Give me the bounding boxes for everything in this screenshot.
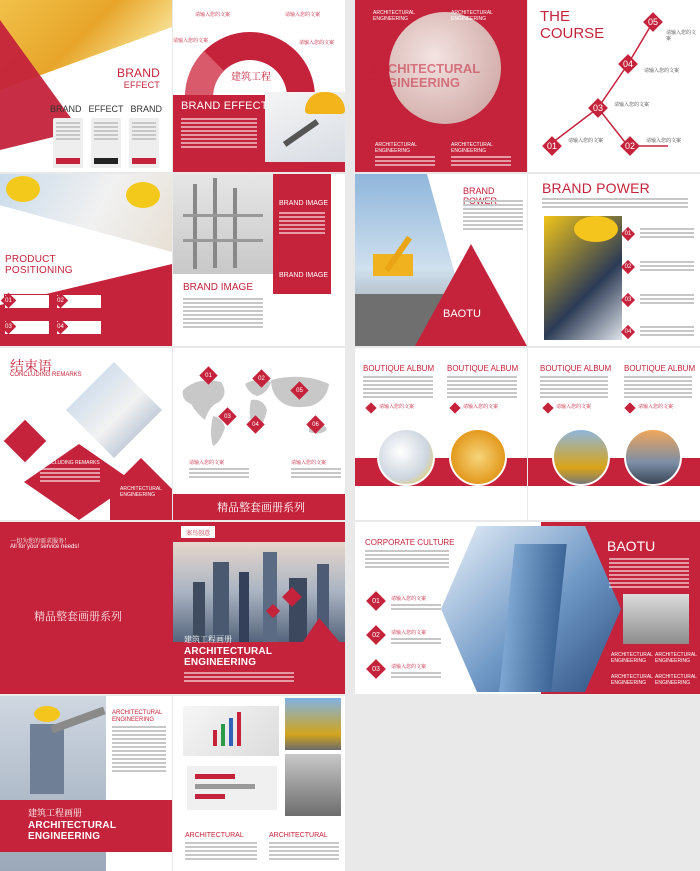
page-boutique-album-1 bbox=[355, 348, 527, 520]
arch-label: ARCHITECTURAL bbox=[185, 832, 244, 839]
step-text: 请输入您的文案 bbox=[666, 30, 697, 42]
moon-eng-label: ENGINEERING bbox=[369, 75, 461, 90]
baotu-title: BAOTU bbox=[607, 538, 656, 554]
bp-num: 02 bbox=[624, 264, 632, 270]
card bbox=[53, 118, 83, 168]
brand-columns bbox=[50, 104, 162, 114]
worker-title-cn: 建筑工程画册 bbox=[28, 808, 83, 818]
eng-label: ENGINEERING bbox=[375, 148, 411, 154]
card bbox=[91, 118, 121, 168]
album-caption: 请输入您的文案 bbox=[556, 404, 592, 410]
step-num: 02 bbox=[624, 141, 635, 151]
arch-label: ARCHITECTURAL bbox=[655, 652, 697, 658]
step-text: 请输入您的文案 bbox=[646, 138, 682, 144]
pp-num: 02 bbox=[57, 297, 64, 304]
album-title: BOUTIQUE ALBUM bbox=[624, 364, 696, 373]
brand-power-label: BRAND bbox=[463, 186, 495, 196]
arch-label: ARCHITECTURAL bbox=[112, 710, 163, 716]
cover-title-en-1: ARCHITECTURAL bbox=[184, 646, 273, 657]
workers-photo bbox=[544, 216, 622, 340]
bp-num: 01 bbox=[624, 231, 632, 237]
page-boutique-album-2 bbox=[528, 348, 700, 520]
callout: 请输入您的文案 bbox=[173, 38, 209, 44]
half-donut bbox=[179, 25, 321, 97]
culture-num: 02 bbox=[372, 631, 380, 639]
slogan-en: All for your service needs! bbox=[10, 544, 80, 550]
page-worker bbox=[0, 696, 172, 871]
arch-label: ARCHITECTURAL bbox=[375, 142, 417, 148]
pp-num: 04 bbox=[57, 323, 64, 330]
page-baotu-excavator bbox=[355, 174, 527, 346]
arch-label: ARCHITECTURAL bbox=[120, 486, 162, 492]
effect-label: EFFECT bbox=[123, 80, 160, 90]
step-text: 请输入您的文案 bbox=[614, 102, 650, 108]
step-num: 03 bbox=[592, 103, 603, 113]
step-num: 01 bbox=[546, 141, 557, 151]
arch-label: ARCHITECTURAL bbox=[611, 652, 653, 658]
worker-title-en-1: ARCHITECTURAL bbox=[28, 820, 117, 831]
page-brand-effect-2 bbox=[173, 0, 345, 172]
album-photo bbox=[624, 428, 682, 486]
eng-label: ENGINEERING bbox=[120, 492, 156, 498]
map-pin: 03 bbox=[224, 413, 231, 420]
step-num: 04 bbox=[622, 59, 633, 69]
arch-label: ARCHITECTURAL bbox=[451, 10, 493, 16]
step-num: 05 bbox=[647, 17, 658, 27]
callout: 请输入您的文案 bbox=[285, 12, 321, 18]
chart-docs-photo bbox=[183, 706, 279, 756]
brand-image-label-1: BRAND IMAGE bbox=[279, 200, 329, 207]
map-pin: 02 bbox=[258, 375, 265, 382]
map-pin: 06 bbox=[312, 421, 319, 428]
arch-label: ARCHITECTURAL bbox=[451, 142, 493, 148]
page-world-map bbox=[173, 348, 345, 520]
step-text: 请输入您的文案 bbox=[568, 138, 604, 144]
album-title: BOUTIQUE ALBUM bbox=[447, 364, 519, 373]
culture-caption: 请输入您的文案 bbox=[391, 596, 427, 602]
page-charts bbox=[173, 696, 345, 871]
eng-label: ENGINEERING bbox=[373, 16, 409, 22]
arch-label: ARCHITECTURAL bbox=[611, 674, 653, 680]
series-label: 精品整套画册系列 bbox=[217, 501, 305, 514]
eng-label: ENGINEERING bbox=[451, 16, 487, 22]
pp-title-2: POSITIONING bbox=[5, 265, 73, 276]
pp-title-1: PRODUCT bbox=[5, 254, 56, 265]
album-photo bbox=[449, 428, 507, 486]
brand-power-title: BRAND POWER bbox=[542, 180, 650, 196]
buildings-photo bbox=[623, 594, 689, 644]
map-pin: 05 bbox=[296, 387, 303, 394]
map-caption: 请输入您的文案 bbox=[189, 460, 225, 466]
site-thumb bbox=[285, 754, 341, 816]
map-caption: 请输入您的文案 bbox=[291, 460, 327, 466]
album-caption: 请输入您的文案 bbox=[638, 404, 674, 410]
page-brand-power bbox=[528, 174, 700, 346]
bp-num: 04 bbox=[624, 329, 632, 335]
page-product-positioning bbox=[0, 174, 172, 346]
series-label: 精品整套画册系列 bbox=[34, 610, 122, 623]
eng-label: ENGINEERING bbox=[611, 680, 647, 686]
bp-num: 03 bbox=[624, 297, 632, 303]
eng-label: ENGINEERING bbox=[611, 658, 647, 664]
album-photo bbox=[377, 428, 435, 486]
cover-title-cn: 建筑工程画册 bbox=[184, 635, 232, 644]
arch-label: ARCHITECTURAL bbox=[373, 10, 415, 16]
concluding-red-label: CONCLUDING REMARKS bbox=[40, 460, 100, 466]
culture-caption: 请输入您的文案 bbox=[391, 630, 427, 636]
brand-image-label-3: BRAND IMAGE bbox=[279, 272, 329, 279]
bar-panel bbox=[187, 766, 277, 810]
slogan-cn: 一切为您的需求服务！ bbox=[10, 539, 71, 545]
callout: 请输入您的文案 bbox=[299, 40, 335, 46]
culture-num: 03 bbox=[372, 665, 380, 673]
col-label: BRAND bbox=[130, 104, 162, 114]
page-brand-effect-1 bbox=[0, 0, 172, 172]
team-photo bbox=[0, 174, 172, 252]
arc-label: 建筑工程 bbox=[231, 72, 271, 83]
tower-photo bbox=[441, 526, 621, 692]
page-corporate-culture bbox=[355, 522, 700, 694]
course-title-2: COURSE bbox=[540, 25, 605, 42]
logo-text: 塞鸟创意 bbox=[185, 530, 210, 537]
course-title-1: THE bbox=[540, 8, 570, 25]
album-photo bbox=[552, 428, 610, 486]
eng-label: ENGINEERING bbox=[451, 148, 487, 154]
pp-num: 03 bbox=[5, 323, 12, 330]
col-label: BRAND bbox=[50, 104, 82, 114]
callout: 请输入您的文案 bbox=[195, 12, 231, 18]
arch-label: ARCHITECTURAL bbox=[269, 832, 328, 839]
excavator-thumb bbox=[285, 698, 341, 750]
logo-badge bbox=[181, 526, 215, 538]
pp-num: 01 bbox=[5, 297, 12, 304]
worker-title-en-2: ENGINEERING bbox=[28, 831, 101, 842]
album-title: BOUTIQUE ALBUM bbox=[540, 364, 612, 373]
page-brand-image bbox=[173, 174, 345, 346]
album-title: BOUTIQUE ALBUM bbox=[363, 364, 435, 373]
cover-title-en-2: ENGINEERING bbox=[184, 657, 257, 668]
col-label: EFFECT bbox=[88, 104, 124, 114]
brand-label: BRAND bbox=[116, 66, 160, 80]
page-concluding bbox=[0, 348, 172, 520]
step-text: 请输入您的文案 bbox=[644, 68, 680, 74]
blueprint-tools-photo bbox=[265, 92, 345, 162]
brand-image-label-2: BRAND IMAGE bbox=[183, 282, 254, 293]
page-moon bbox=[355, 0, 527, 172]
culture-title: CORPORATE CULTURE bbox=[365, 538, 455, 547]
concluding-subtitle: CONCLUDING REMARKS bbox=[10, 372, 82, 378]
eng-label: ENGINEERING bbox=[655, 658, 691, 664]
card bbox=[129, 118, 159, 168]
map-pin: 01 bbox=[205, 372, 212, 379]
album-caption: 请输入您的文案 bbox=[463, 404, 499, 410]
album-caption: 请输入您的文案 bbox=[379, 404, 415, 410]
page-cover bbox=[0, 522, 345, 694]
structure-photo bbox=[173, 174, 273, 274]
map-pin: 04 bbox=[252, 421, 259, 428]
eng-label: ENGINEERING bbox=[655, 680, 691, 686]
heading: BRAND EFFECT bbox=[181, 100, 268, 112]
eng-label: ENGINEERING bbox=[112, 717, 155, 723]
arch-label: ARCHITECTURAL bbox=[655, 674, 697, 680]
page-the-course bbox=[528, 0, 700, 172]
culture-caption: 请输入您的文案 bbox=[391, 664, 427, 670]
concluding-title: 结束语 bbox=[10, 358, 52, 374]
baotu-label: BAOTU bbox=[443, 308, 481, 320]
moon-arch-label: ARCHITECTURAL bbox=[369, 61, 481, 76]
culture-num: 01 bbox=[372, 597, 380, 605]
